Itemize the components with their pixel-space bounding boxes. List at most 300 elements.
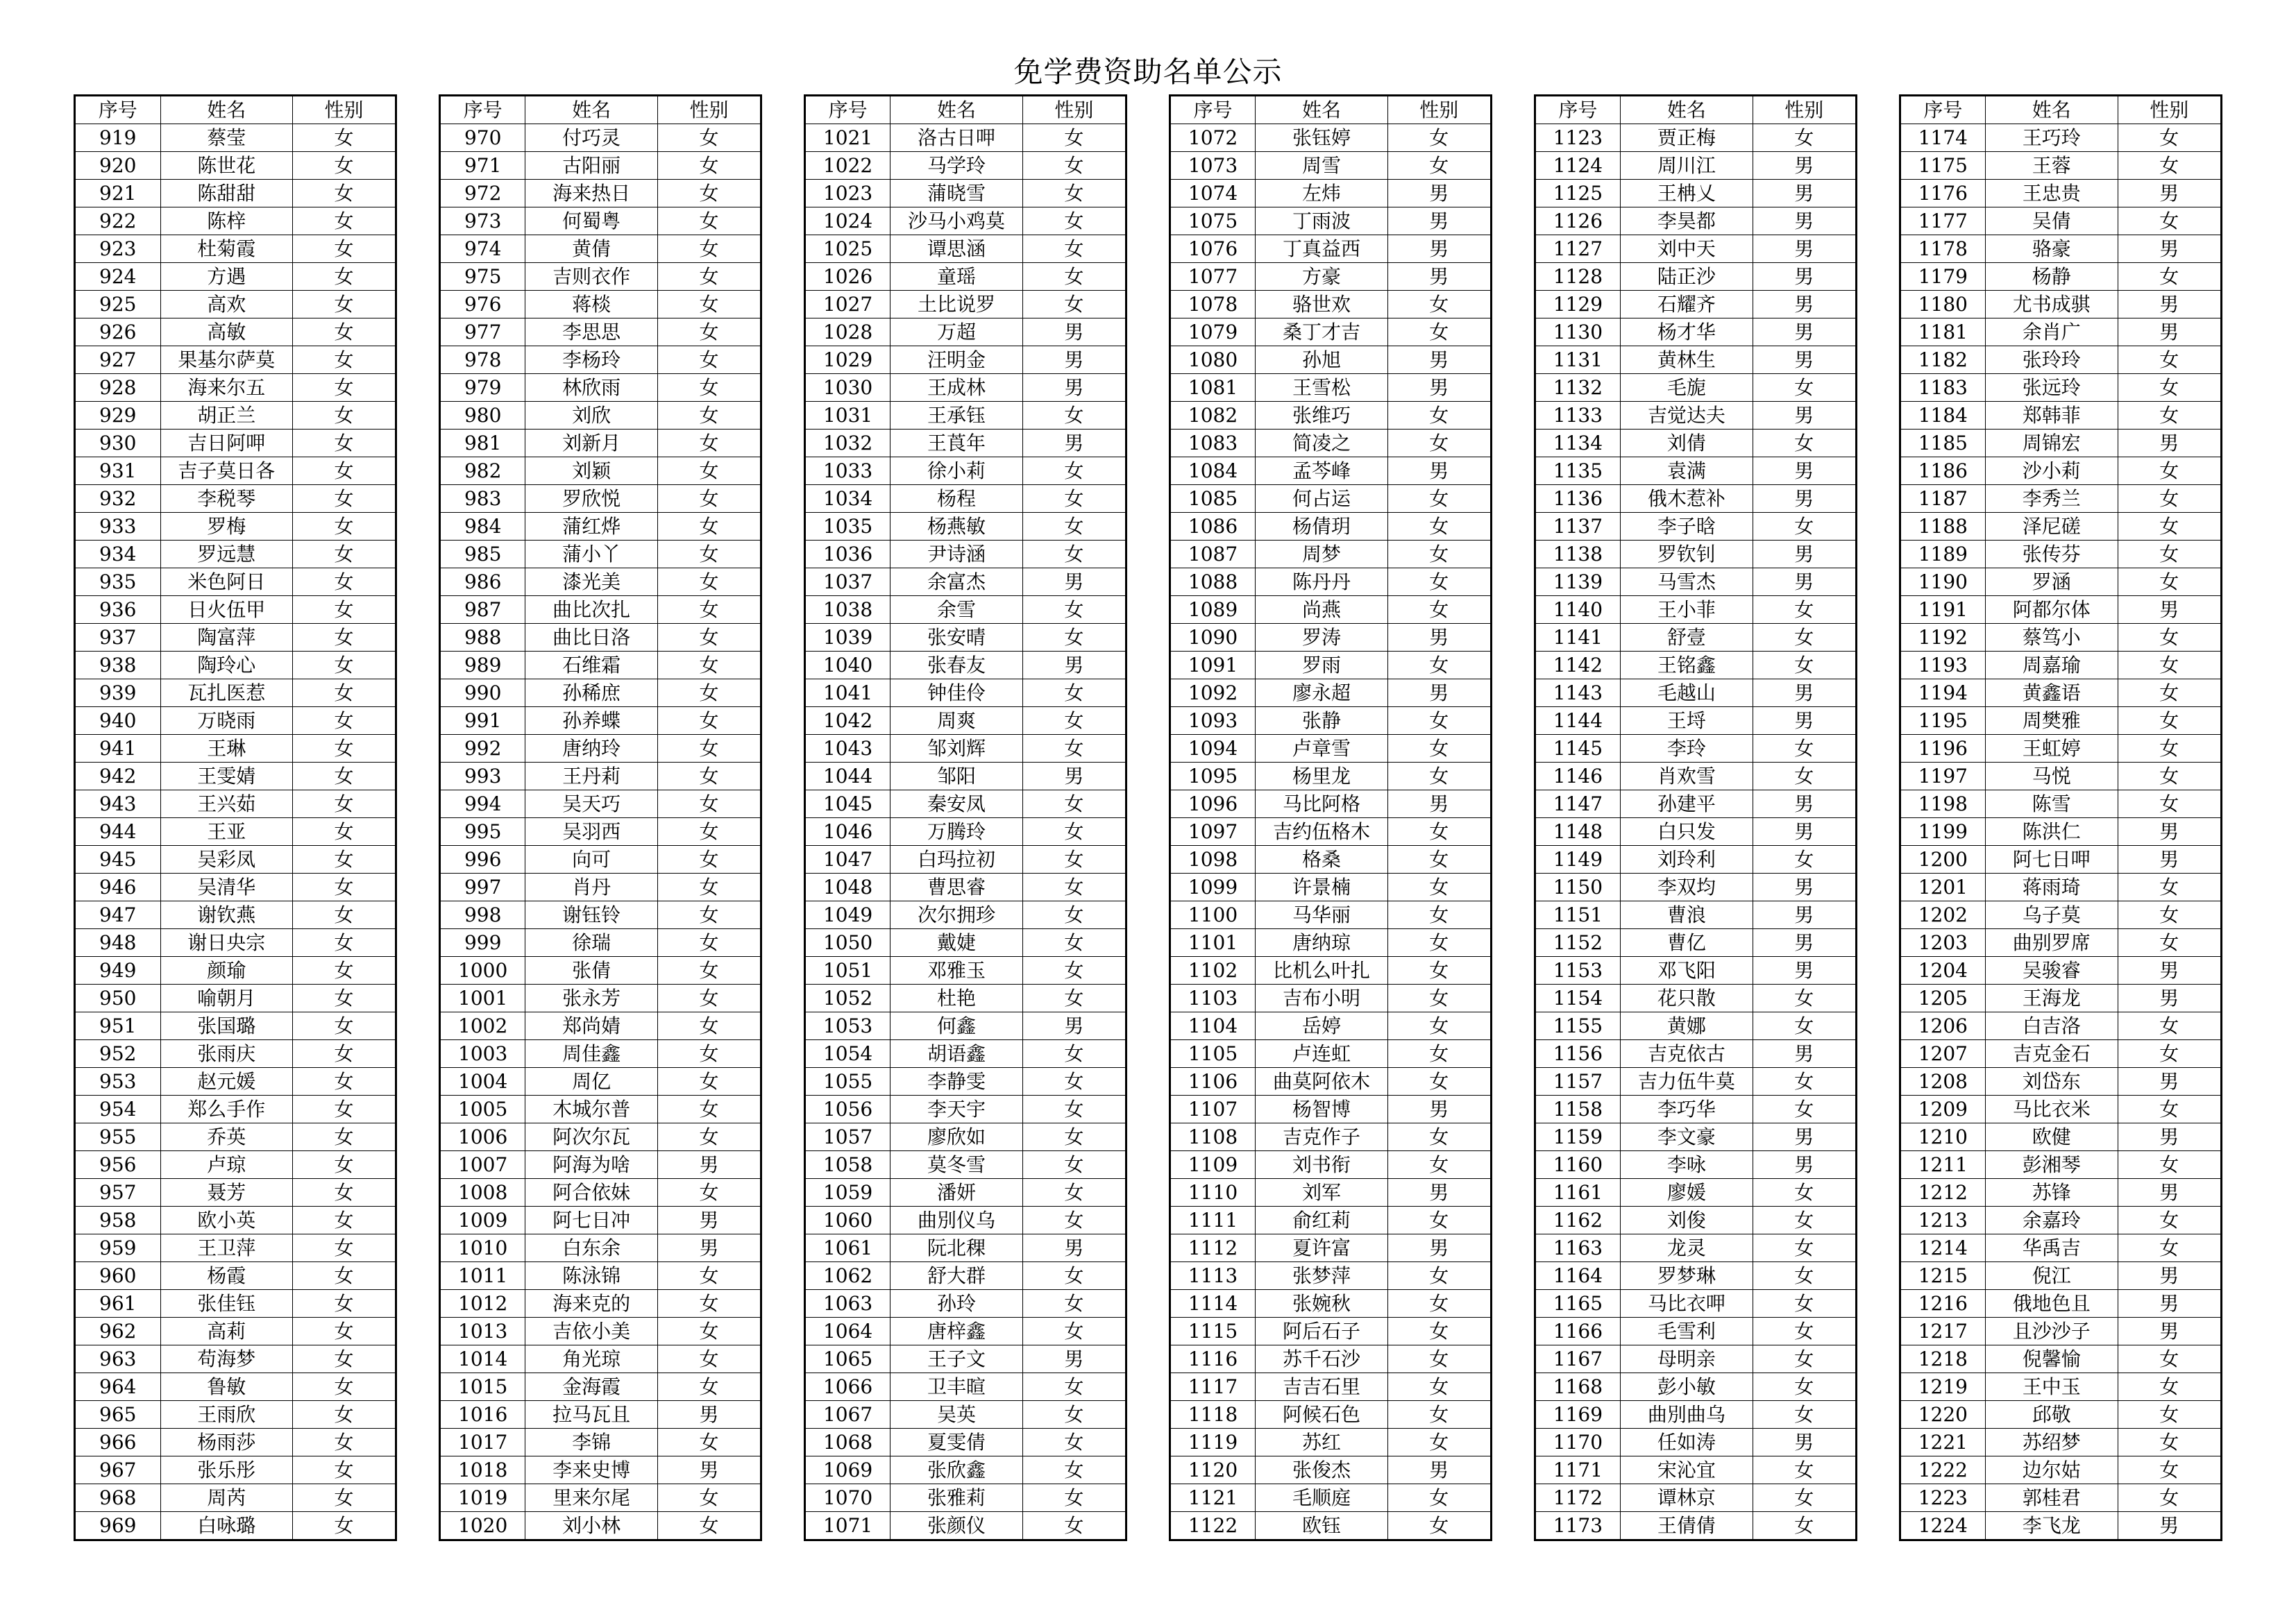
cell-gender: 女 (292, 818, 396, 846)
column-gap (1856, 1429, 1900, 1456)
cell-name: 王丹莉 (525, 763, 657, 790)
cell-name: 刘欣 (525, 402, 657, 430)
column-gap (761, 985, 805, 1012)
cell-name: 曲比次扎 (525, 596, 657, 624)
column-gap (1126, 1373, 1170, 1401)
column-gap (396, 1290, 440, 1318)
cell-name: 金海霞 (525, 1373, 657, 1401)
column-gap (1491, 430, 1535, 457)
cell-number: 930 (75, 430, 161, 457)
cell-name: 苟海梦 (160, 1345, 292, 1373)
cell-name: 郭桂君 (1986, 1484, 2118, 1512)
table-row (75, 1151, 2222, 1179)
cell-number: 969 (75, 1512, 161, 1540)
cell-name: 周樊雅 (1986, 707, 2118, 735)
cell-name: 周雪 (1256, 152, 1387, 180)
cell-gender: 女 (1022, 929, 1126, 957)
cell-name: 谢日央宗 (160, 929, 292, 957)
cell-name: 罗雨 (1256, 652, 1387, 679)
cell-gender: 女 (292, 457, 396, 485)
cell-gender: 女 (1387, 1123, 1491, 1151)
cell-gender: 女 (1387, 1151, 1491, 1179)
cell-name: 唐纳琼 (1256, 929, 1387, 957)
cell-number: 993 (439, 763, 525, 790)
cell-number: 1124 (1535, 152, 1621, 180)
cell-name: 李来史博 (525, 1456, 657, 1484)
cell-name: 王虹婷 (1986, 735, 2118, 763)
header-no: 序号 (75, 96, 161, 124)
cell-gender: 女 (1022, 1123, 1126, 1151)
cell-gender: 女 (292, 735, 396, 763)
column-gap (1491, 96, 1535, 124)
cell-gender: 女 (292, 846, 396, 874)
cell-gender: 男 (1022, 374, 1126, 402)
cell-number: 1164 (1535, 1262, 1621, 1290)
cell-number: 1098 (1170, 846, 1256, 874)
cell-gender: 男 (1753, 1123, 1856, 1151)
cell-name: 李天宇 (890, 1096, 1022, 1123)
cell-number: 1039 (804, 624, 890, 652)
column-gap (396, 207, 440, 235)
cell-number: 1002 (439, 1012, 525, 1040)
column-gap (1856, 402, 1900, 430)
column-gap (761, 1512, 805, 1540)
cell-name: 高欢 (160, 291, 292, 318)
cell-gender: 女 (1022, 735, 1126, 763)
cell-number: 1113 (1170, 1262, 1256, 1290)
cell-name: 刘颖 (525, 457, 657, 485)
cell-gender: 男 (1387, 457, 1491, 485)
cell-number: 1084 (1170, 457, 1256, 485)
cell-gender: 男 (657, 1234, 761, 1262)
column-gap (761, 318, 805, 346)
cell-gender: 女 (657, 1262, 761, 1290)
cell-number: 1172 (1535, 1484, 1621, 1512)
column-gap (1126, 1068, 1170, 1096)
cell-name: 桑丁才吉 (1256, 318, 1387, 346)
cell-name: 刘玲利 (1621, 846, 1753, 874)
cell-gender: 女 (292, 1012, 396, 1040)
cell-gender: 男 (1387, 1179, 1491, 1207)
cell-gender: 女 (2118, 485, 2221, 513)
table-row (75, 124, 2222, 152)
cell-number: 1030 (804, 374, 890, 402)
cell-number: 1100 (1170, 901, 1256, 929)
cell-name: 海来尔五 (160, 374, 292, 402)
cell-name: 何蜀粤 (525, 207, 657, 235)
cell-name: 曲別曲乌 (1621, 1401, 1753, 1429)
cell-name: 毛越山 (1621, 679, 1753, 707)
cell-name: 陆正沙 (1621, 263, 1753, 291)
cell-number: 1041 (804, 679, 890, 707)
cell-gender: 女 (1022, 291, 1126, 318)
cell-name: 钟佳伶 (890, 679, 1022, 707)
cell-gender: 女 (2118, 679, 2221, 707)
cell-gender: 女 (1022, 874, 1126, 901)
column-gap (1491, 790, 1535, 818)
cell-name: 张俊杰 (1256, 1456, 1387, 1484)
column-gap (396, 180, 440, 207)
column-gap (1126, 1207, 1170, 1234)
cell-number: 1212 (1900, 1179, 1986, 1207)
cell-name: 张倩 (525, 957, 657, 985)
cell-number: 1196 (1900, 735, 1986, 763)
cell-gender: 女 (1022, 1068, 1126, 1096)
cell-gender: 女 (2118, 374, 2221, 402)
column-gap (396, 152, 440, 180)
cell-number: 986 (439, 568, 525, 596)
cell-number: 1085 (1170, 485, 1256, 513)
cell-gender: 女 (1022, 1401, 1126, 1429)
cell-number: 1046 (804, 818, 890, 846)
cell-gender: 女 (2118, 1401, 2221, 1429)
cell-name: 廖媛 (1621, 1179, 1753, 1207)
column-gap (761, 790, 805, 818)
column-gap (1491, 1318, 1535, 1345)
cell-number: 1104 (1170, 1012, 1256, 1040)
cell-name: 夏许富 (1256, 1234, 1387, 1262)
cell-gender: 女 (2118, 513, 2221, 541)
cell-name: 白只发 (1621, 818, 1753, 846)
column-gap (1491, 568, 1535, 596)
column-gap (761, 96, 805, 124)
cell-gender: 女 (2118, 901, 2221, 929)
cell-number: 1189 (1900, 541, 1986, 568)
cell-gender: 男 (1022, 652, 1126, 679)
cell-number: 1116 (1170, 1345, 1256, 1373)
column-gap (1856, 901, 1900, 929)
cell-number: 1141 (1535, 624, 1621, 652)
cell-name: 孙玲 (890, 1290, 1022, 1318)
cell-number: 1095 (1170, 763, 1256, 790)
cell-gender: 女 (1387, 1207, 1491, 1234)
cell-name: 曹亿 (1621, 929, 1753, 957)
column-gap (396, 624, 440, 652)
cell-gender: 女 (1387, 124, 1491, 152)
cell-name: 蔡莹 (160, 124, 292, 152)
cell-gender: 女 (657, 846, 761, 874)
table-row (75, 929, 2222, 957)
cell-gender: 女 (657, 790, 761, 818)
cell-number: 950 (75, 985, 161, 1012)
cell-number: 1096 (1170, 790, 1256, 818)
table-row (75, 1096, 2222, 1123)
cell-number: 1090 (1170, 624, 1256, 652)
table-row (75, 346, 2222, 374)
cell-number: 1109 (1170, 1151, 1256, 1179)
cell-number: 1106 (1170, 1068, 1256, 1096)
cell-number: 1070 (804, 1484, 890, 1512)
column-gap (1856, 318, 1900, 346)
cell-gender: 女 (1022, 1429, 1126, 1456)
cell-gender: 女 (657, 124, 761, 152)
column-gap (1856, 846, 1900, 874)
table-row (75, 985, 2222, 1012)
cell-name: 吉克金石 (1986, 1040, 2118, 1068)
cell-name: 孙养蝶 (525, 707, 657, 735)
cell-name: 阿海为啥 (525, 1151, 657, 1179)
column-gap (396, 1429, 440, 1456)
column-gap (1126, 1262, 1170, 1290)
cell-name: 舒大群 (890, 1262, 1022, 1290)
cell-number: 1093 (1170, 707, 1256, 735)
cell-number: 1079 (1170, 318, 1256, 346)
column-gap (1491, 152, 1535, 180)
cell-name: 李文豪 (1621, 1123, 1753, 1151)
cell-gender: 女 (292, 541, 396, 568)
cell-name: 泽尼磋 (1986, 513, 2118, 541)
cell-gender: 女 (1022, 707, 1126, 735)
cell-number: 1087 (1170, 541, 1256, 568)
cell-name: 阮北稞 (890, 1234, 1022, 1262)
cell-number: 1115 (1170, 1318, 1256, 1345)
column-gap (761, 1345, 805, 1373)
cell-name: 苏绍梦 (1986, 1429, 2118, 1456)
cell-number: 1006 (439, 1123, 525, 1151)
cell-name: 左炜 (1256, 180, 1387, 207)
column-gap (1491, 207, 1535, 235)
column-gap (1491, 652, 1535, 679)
cell-number: 945 (75, 846, 161, 874)
cell-number: 1224 (1900, 1512, 1986, 1540)
cell-number: 1017 (439, 1429, 525, 1456)
cell-name: 肖欢雪 (1621, 763, 1753, 790)
column-gap (1856, 1262, 1900, 1290)
cell-name: 海来克的 (525, 1290, 657, 1318)
cell-number: 921 (75, 180, 161, 207)
table-row (75, 430, 2222, 457)
column-gap (1856, 235, 1900, 263)
table-row (75, 1179, 2222, 1207)
cell-name: 马悦 (1986, 763, 2118, 790)
cell-number: 1019 (439, 1484, 525, 1512)
cell-name: 郑么手作 (160, 1096, 292, 1123)
column-gap (1491, 1262, 1535, 1290)
cell-number: 954 (75, 1096, 161, 1123)
cell-number: 1223 (1900, 1484, 1986, 1512)
table-row (75, 901, 2222, 929)
column-gap (761, 874, 805, 901)
cell-number: 1209 (1900, 1096, 1986, 1123)
column-gap (1126, 1401, 1170, 1429)
column-gap (1856, 1096, 1900, 1123)
cell-name: 袁满 (1621, 457, 1753, 485)
cell-gender: 男 (2118, 1290, 2221, 1318)
cell-name: 曲莫阿依木 (1256, 1068, 1387, 1096)
column-gap (1491, 235, 1535, 263)
cell-gender: 女 (292, 1096, 396, 1123)
cell-name: 万腾玲 (890, 818, 1022, 846)
column-gap (1491, 1123, 1535, 1151)
column-gap (1856, 374, 1900, 402)
cell-number: 979 (439, 374, 525, 402)
cell-name: 曹浪 (1621, 901, 1753, 929)
cell-gender: 女 (657, 874, 761, 901)
cell-name: 王巧玲 (1986, 124, 2118, 152)
header-gender: 性别 (292, 96, 396, 124)
cell-gender: 男 (1753, 901, 1856, 929)
cell-number: 1206 (1900, 1012, 1986, 1040)
cell-number: 1131 (1535, 346, 1621, 374)
column-gap (1491, 929, 1535, 957)
cell-number: 956 (75, 1151, 161, 1179)
cell-gender: 女 (1387, 1318, 1491, 1345)
table-row (75, 207, 2222, 235)
cell-gender: 女 (292, 374, 396, 402)
cell-gender: 女 (657, 485, 761, 513)
cell-name: 杨倩玥 (1256, 513, 1387, 541)
cell-gender: 男 (1387, 180, 1491, 207)
table-row (75, 596, 2222, 624)
cell-gender: 男 (1022, 1012, 1126, 1040)
cell-name: 角光琼 (525, 1345, 657, 1373)
cell-gender: 女 (1753, 1068, 1856, 1096)
cell-number: 961 (75, 1290, 161, 1318)
cell-gender: 女 (1022, 207, 1126, 235)
cell-gender: 女 (2118, 652, 2221, 679)
cell-name: 马比阿格 (1256, 790, 1387, 818)
column-gap (761, 430, 805, 457)
column-gap (1856, 1512, 1900, 1540)
cell-name: 龙灵 (1621, 1234, 1753, 1262)
column-gap (1856, 124, 1900, 152)
cell-gender: 女 (1022, 957, 1126, 985)
column-gap (396, 1068, 440, 1096)
cell-gender: 女 (2118, 541, 2221, 568)
cell-number: 995 (439, 818, 525, 846)
column-gap (1491, 180, 1535, 207)
column-gap (1856, 624, 1900, 652)
column-gap (1126, 901, 1170, 929)
cell-name: 任如涛 (1621, 1429, 1753, 1456)
cell-name: 毛雪利 (1621, 1318, 1753, 1345)
cell-name: 卢连虹 (1256, 1040, 1387, 1068)
cell-gender: 女 (1022, 679, 1126, 707)
cell-number: 1000 (439, 957, 525, 985)
cell-number: 1193 (1900, 652, 1986, 679)
cell-gender: 女 (292, 485, 396, 513)
column-gap (761, 679, 805, 707)
cell-gender: 男 (657, 1207, 761, 1234)
cell-gender: 女 (657, 1123, 761, 1151)
column-gap (1126, 1456, 1170, 1484)
column-gap (396, 735, 440, 763)
cell-gender: 女 (292, 180, 396, 207)
cell-name: 秦安凤 (890, 790, 1022, 818)
column-gap (761, 1151, 805, 1179)
cell-gender: 女 (657, 513, 761, 541)
cell-number: 948 (75, 929, 161, 957)
column-gap (1126, 735, 1170, 763)
cell-gender: 女 (1387, 152, 1491, 180)
cell-name: 拉马瓦且 (525, 1401, 657, 1429)
table-row (75, 1429, 2222, 1456)
column-gap (761, 652, 805, 679)
cell-name: 王承钰 (890, 402, 1022, 430)
column-gap (396, 541, 440, 568)
cell-number: 965 (75, 1401, 161, 1429)
cell-name: 王成林 (890, 374, 1022, 402)
cell-name: 吴倩 (1986, 207, 2118, 235)
cell-number: 1153 (1535, 957, 1621, 985)
cell-number: 1152 (1535, 929, 1621, 957)
cell-number: 1173 (1535, 1512, 1621, 1540)
cell-name: 张梦萍 (1256, 1262, 1387, 1290)
cell-number: 1120 (1170, 1456, 1256, 1484)
cell-number: 1201 (1900, 874, 1986, 901)
cell-gender: 女 (292, 679, 396, 707)
cell-number: 959 (75, 1234, 161, 1262)
cell-name: 余肖广 (1986, 318, 2118, 346)
column-gap (761, 1068, 805, 1096)
cell-number: 988 (439, 624, 525, 652)
table-row (75, 263, 2222, 291)
cell-gender: 女 (292, 901, 396, 929)
cell-gender: 女 (292, 929, 396, 957)
cell-number: 1060 (804, 1207, 890, 1234)
column-gap (761, 1123, 805, 1151)
cell-gender: 女 (2118, 263, 2221, 291)
cell-gender: 女 (292, 346, 396, 374)
cell-number: 920 (75, 152, 161, 180)
cell-gender: 男 (1387, 790, 1491, 818)
cell-name: 李子晗 (1621, 513, 1753, 541)
column-gap (761, 1429, 805, 1456)
cell-gender: 女 (1753, 1207, 1856, 1234)
cell-number: 1078 (1170, 291, 1256, 318)
cell-number: 1014 (439, 1345, 525, 1373)
cell-name: 刘军 (1256, 1179, 1387, 1207)
column-gap (761, 402, 805, 430)
cell-number: 1157 (1535, 1068, 1621, 1096)
cell-gender: 女 (1753, 1512, 1856, 1540)
cell-number: 1042 (804, 707, 890, 735)
cell-name: 尤书成骐 (1986, 291, 2118, 318)
column-gap (1491, 1429, 1535, 1456)
cell-gender: 女 (1753, 735, 1856, 763)
column-gap (1126, 1234, 1170, 1262)
cell-gender: 男 (2118, 596, 2221, 624)
cell-name: 邹刘辉 (890, 735, 1022, 763)
cell-name: 高莉 (160, 1318, 292, 1345)
cell-name: 石耀齐 (1621, 291, 1753, 318)
column-gap (396, 291, 440, 318)
cell-gender: 女 (2118, 1040, 2221, 1068)
column-gap (1856, 790, 1900, 818)
cell-number: 970 (439, 124, 525, 152)
cell-name: 张乐彤 (160, 1456, 292, 1484)
cell-gender: 女 (1022, 1207, 1126, 1234)
cell-name: 王莨年 (890, 430, 1022, 457)
cell-name: 李巧华 (1621, 1096, 1753, 1123)
cell-number: 1158 (1535, 1096, 1621, 1123)
cell-gender: 男 (1387, 207, 1491, 235)
column-gap (761, 1040, 805, 1068)
cell-name: 王蓉 (1986, 152, 2118, 180)
cell-number: 1059 (804, 1179, 890, 1207)
cell-gender: 女 (1387, 541, 1491, 568)
cell-name: 王忠贵 (1986, 180, 2118, 207)
cell-number: 1031 (804, 402, 890, 430)
cell-number: 1047 (804, 846, 890, 874)
column-gap (1126, 1151, 1170, 1179)
cell-number: 1134 (1535, 430, 1621, 457)
column-gap (761, 513, 805, 541)
cell-gender: 女 (292, 207, 396, 235)
cell-name: 古阳丽 (525, 152, 657, 180)
cell-name: 花只散 (1621, 985, 1753, 1012)
cell-name: 谭思涵 (890, 235, 1022, 263)
